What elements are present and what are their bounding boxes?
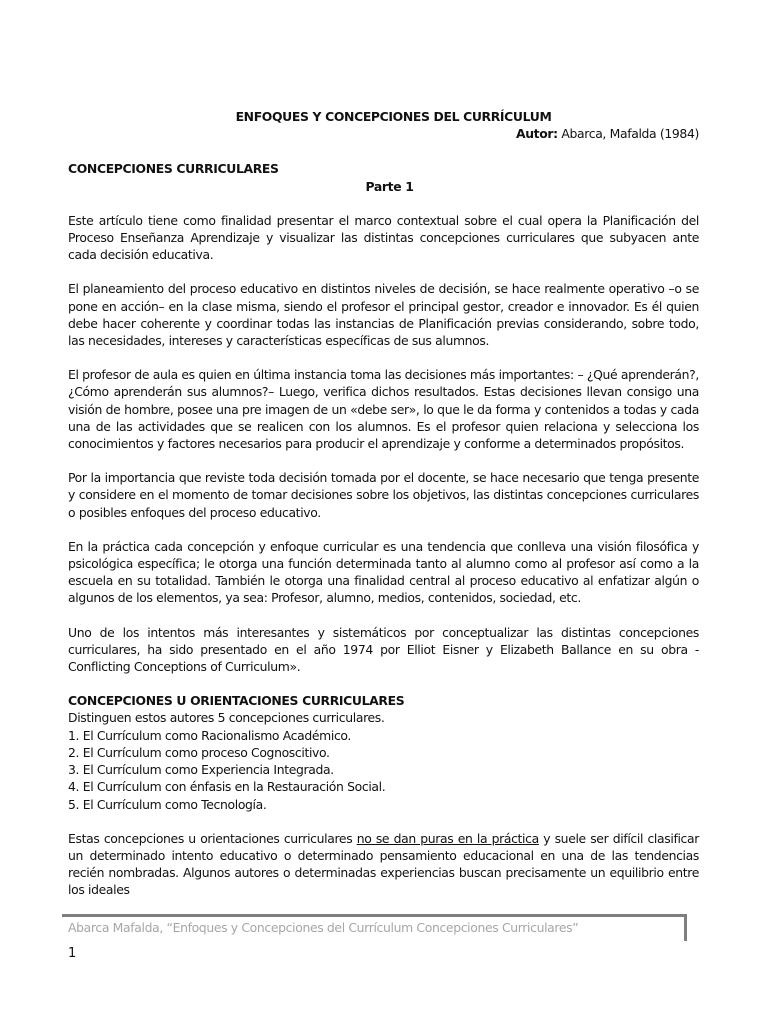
list-item: 2. El Currículum como proceso Cognoscitivo.: [68, 744, 330, 760]
footer-rule: [62, 914, 686, 917]
document-body: [68, 108, 699, 916]
underlined-phrase: no se dan puras en la práctica: [356, 830, 539, 846]
part-label: Parte 1: [365, 178, 414, 194]
list-intro: Distinguen estos autores 5 concepciones curriculares.: [68, 710, 385, 726]
list-item: 3. El Currículum como Experiencia Integrada.: [68, 762, 334, 778]
footer-tick: [684, 914, 687, 941]
paragraph: En la práctica cada concepción y enfoque curricular es una tendencia que conlleva una visión filosófica y psicológica específica; le otorga una función determinada tanto al alumno como al profesor así como a la escuela en su totalidad. También le otorga una finalidad central al proceso educativo al enfatizar algún o algunos de los elementos, ya sea: Profesor, alumno, medios, contenidos, sociedad, etc.: [68, 538, 699, 606]
author-label: Autor:: [515, 126, 558, 142]
list-item: 4. El Currículum con énfasis en la Restauración Social.: [68, 779, 386, 795]
last-paragraph-end: y suele ser difícil clasificar un determinado intento educativo o determinado pensamiento educacional en una de las tendencias recién nombradas. Algunos autores o determinadas experiencias buscan precisamente un equilibrio entre los ideales: [68, 830, 699, 898]
paragraph: Este artículo tiene como finalidad presentar el marco contextual sobre el cual opera la Planificación del Proceso Enseñanza Aprendizaje y visualizar las distintas concepciones curriculares que subyacen ante cada decisión educativa.: [68, 212, 699, 263]
last-paragraph: [68, 830, 699, 899]
last-paragraph-start: Estas concepciones u orientaciones curriculares: [68, 830, 357, 846]
page-number: 1: [68, 946, 77, 961]
section-heading: CONCEPCIONES CURRICULARES: [68, 161, 279, 177]
document-author: [68, 125, 699, 142]
list-item: 5. El Currículum como Tecnología.: [68, 796, 267, 812]
paragraph: Por la importancia que reviste toda decisión tomada por el docente, se hace necesario que tenga presente y considere en el momento de tomar decisiones sobre los objetivos, las distintas concepciones curriculares o posibles enfoques del proceso educativo.: [68, 470, 699, 520]
paragraph: El profesor de aula es quien en última instancia toma las decisiones más importantes: – ¿Qué aprenderán?, ¿Cómo aprenderán sus alumnos?– Luego, verifica dichos resultados. Estas decisiones llevan consigo una visión de hombre, posee una pre imagen de un «debe ser», lo que le da forma y contenidos a todas y cada una de las actividades que se realicen con los alumnos. Es el profesor quien relaciona y selecciona los conocimientos y factores necesarios para producir el aprendizaje y conforme a determinados propósitos.: [68, 367, 699, 452]
list-item: 1. El Currículum como Racionalismo Académico.: [68, 727, 352, 743]
author-name: Abarca, Mafalda (1984): [557, 126, 699, 142]
paragraph: Uno de los intentos más interesantes y sistemáticos por conceptualizar las distintas concepciones curriculares, ha sido presentado en el año 1974 por Elliot Eisner y Elizabeth Ballance en su obra -Conflicting Conceptions of Curriculum».: [68, 624, 699, 675]
list-heading: CONCEPCIONES U ORIENTACIONES CURRICULARES: [68, 693, 405, 709]
footer-text: Abarca Mafalda, “Enfoques y Concepciones del Currículum Concepciones Curriculares”: [68, 920, 579, 935]
document-title: ENFOQUES Y CONCEPCIONES DEL CURRÍCULUM: [235, 109, 552, 124]
paragraph: El planeamiento del proceso educativo en distintos niveles de decisión, se hace realmente operativo –o se pone en acción– en la clase misma, siendo el profesor el principal gestor, creador e innovador. Es él quien debe hacer coherente y coordinar todas las instancias de Planificación previas considerando, sobre todo, las necesidades, intereses y características específicas de sus alumnos.: [68, 281, 699, 349]
concepciones-list: [68, 692, 699, 812]
